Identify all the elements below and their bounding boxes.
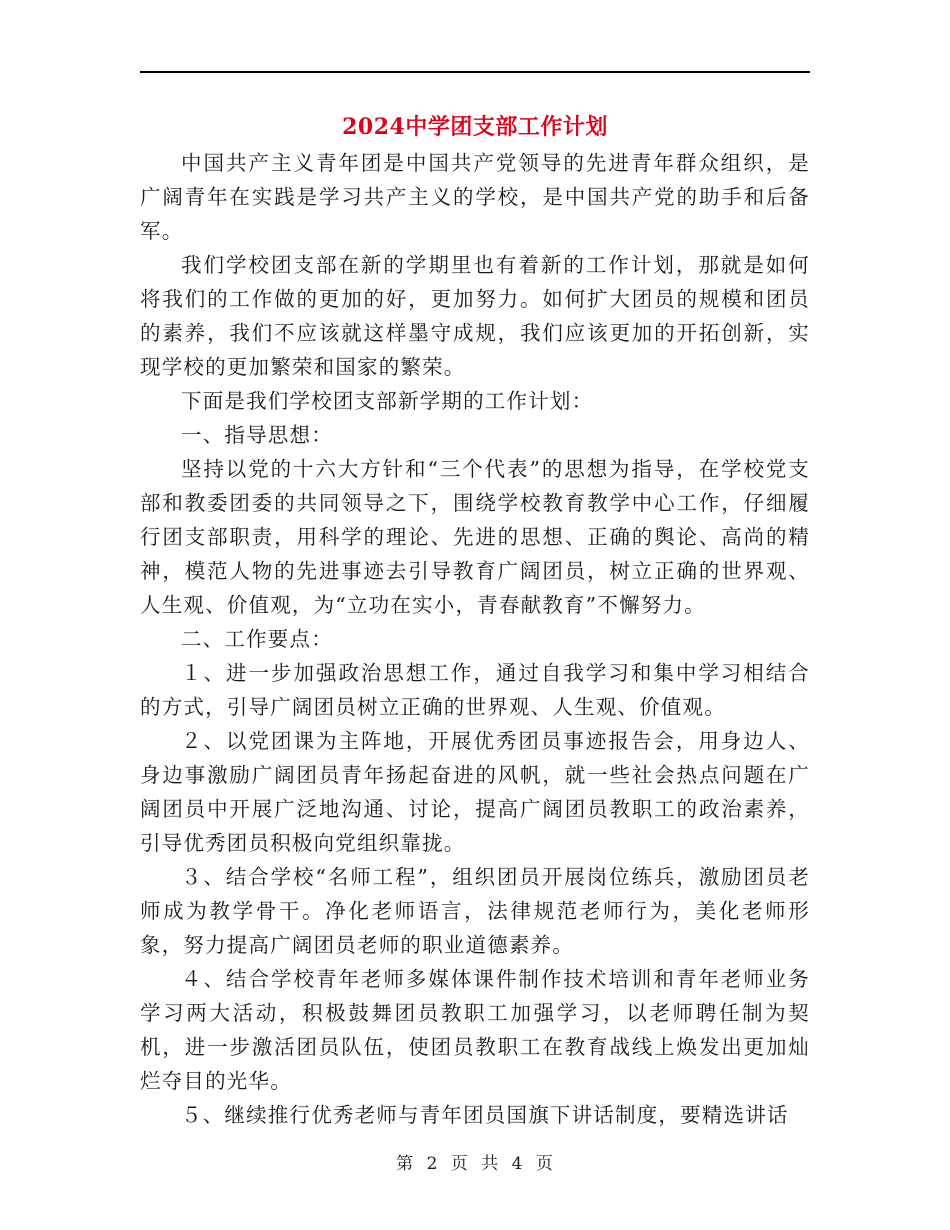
list-item: ５、继续推行优秀老师与青年团员国旗下讲话制度，要精选讲话 bbox=[181, 1103, 789, 1127]
section-heading: 二、工作要点： bbox=[181, 627, 333, 651]
header-rule bbox=[140, 71, 810, 73]
page-number: 第 2 页 共 4 页 bbox=[396, 1154, 554, 1174]
list-item: ３、结合学校“名师工程”，组织团员开展岗位练兵，激励团员老师成为教学骨干。净化老师语言，法律规范老师行为，美化老师形象，努力提高广阔团员老师的职业道德素养。 bbox=[140, 865, 810, 957]
document-title: 2024中学团支部工作计划 bbox=[342, 114, 608, 140]
document-body bbox=[140, 146, 810, 1132]
section-heading: 一、指导思想： bbox=[181, 423, 333, 447]
paragraph: 我们学校团支部在新的学期里也有着新的工作计划，那就是如何将我们的工作做的更加的好，更加努力。如何扩大团员的规模和团员的素养，我们不应该就这样墨守成规，我们应该更加的开拓创新，实现学校的更加繁荣和国家的繁荣。 bbox=[140, 253, 810, 379]
paragraph: 中国共产主义青年团是中国共产党领导的先进青年群众组织，是广阔青年在实践是学习共产主义的学校，是中国共产党的助手和后备军。 bbox=[140, 151, 810, 243]
paragraph: 下面是我们学校团支部新学期的工作计划： bbox=[181, 389, 594, 413]
list-item: ４、结合学校青年老师多媒体课件制作技术培训和青年老师业务学习两大活动，积极鼓舞团员教职工加强学习，以老师聘任制为契机，进一步激活团员队伍，使团员教职工在教育战线上焕发出更加灿烂夺目的光华。 bbox=[140, 967, 810, 1093]
paragraph: 坚持以党的十六大方针和“三个代表”的思想为指导，在学校党支部和教委团委的共同领导之下，围绕学校教育教学中心工作，仔细履行团支部职责，用科学的理论、先进的思想、正确的舆论、高尚的精神，模范人物的先进事迹去引导教育广阔团员，树立正确的世界观、人生观、价值观，为“立功在实小，青春献教育”不懈努力。 bbox=[140, 457, 810, 617]
list-item: １、进一步加强政治思想工作，通过自我学习和集中学习相结合的方式，引导广阔团员树立正确的世界观、人生观、价值观。 bbox=[140, 661, 810, 719]
list-item: ２、以党团课为主阵地，开展优秀团员事迹报告会，用身边人、身边事激励广阔团员青年扬起奋进的风帆，就一些社会热点问题在广阔团员中开展广泛地沟通、讨论，提高广阔团员教职工的政治素养，引导优秀团员积极向党组织靠拢。 bbox=[140, 729, 810, 855]
